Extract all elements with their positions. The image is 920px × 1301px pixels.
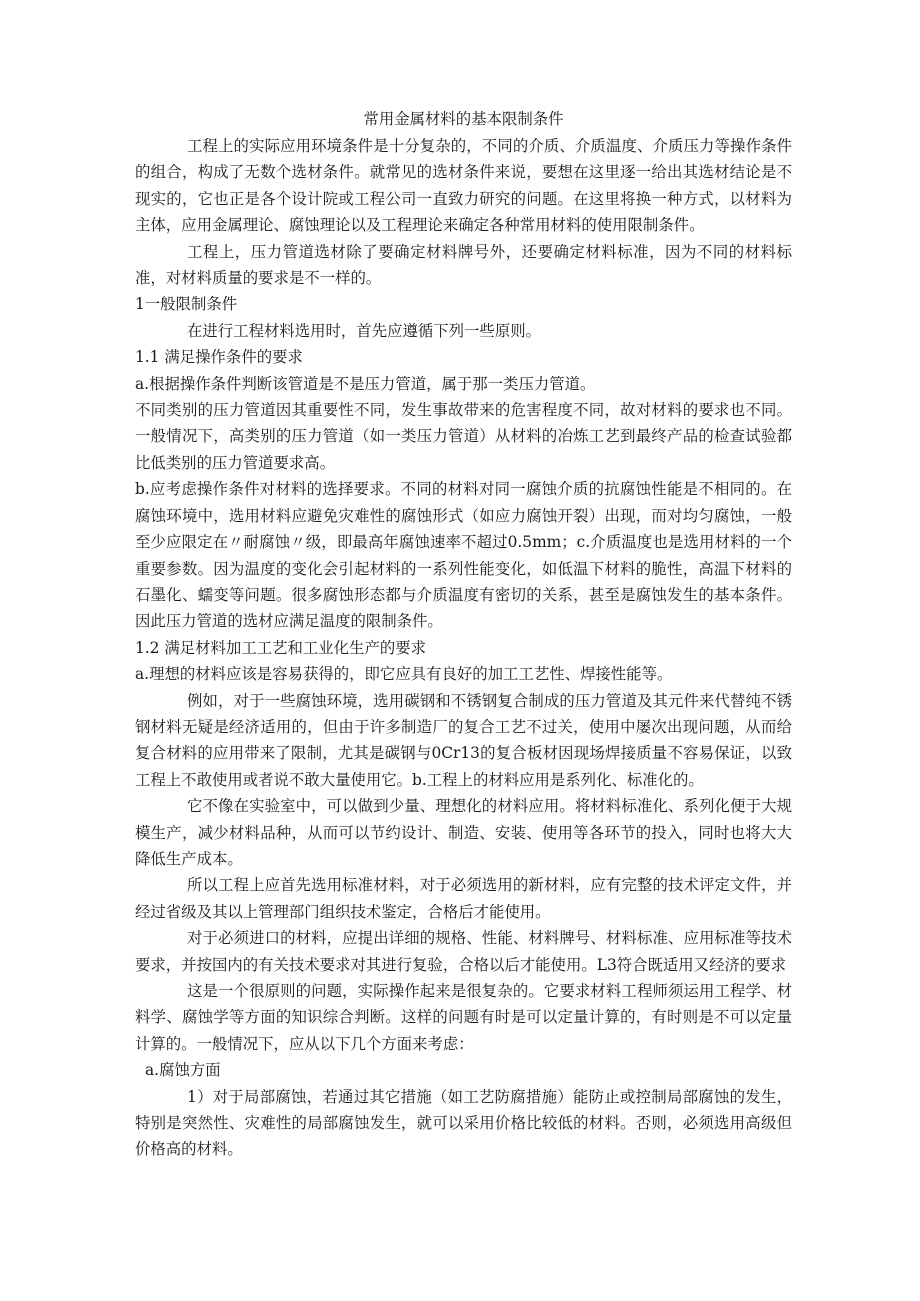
item-a-pressure-pipe: a.根据操作条件判断该管道是不是压力管道，属于那一类压力管道。 bbox=[135, 374, 596, 393]
paragraph-standards: 工程上，压力管道选材除了要确定材料牌号外，还要确定材料标准，因为不同的材料标准，对材料质量的要求是不一样的。 bbox=[135, 242, 792, 288]
section-heading-1-1: 1.1 满足操作条件的要求 bbox=[135, 348, 303, 367]
item-b-c-operating-conditions: b.应考虑操作条件对材料的选择要求。不同的材料对同一腐蚀介质的抗腐蚀性能是不相同的。在腐蚀环境中，选用材料应避免灾难性的腐蚀形式（如应力腐蚀开裂）出现，而对均匀腐蚀，一般至少应限定在〃耐腐蚀〃级，即最高年腐蚀速率不超过0.5mm；c.介质温度也是选用材料的一个重要参数。因为温度的变化会引起材料的一系列性能变化，如低温下材料的脆性，高温下材料的石墨化、蠕变等问题。很多腐蚀形态都与介质温度有密切的关系，甚至是腐蚀发生的基本条件。因此压力管道的选材应满足温度的限制条件。 bbox=[135, 480, 792, 631]
paragraph-local-corrosion: 1）对于局部腐蚀，若通过其它措施（如工艺防腐措施）能防止或控制局部腐蚀的发生，特别是突然性、灾难性的局部腐蚀发生，就可以采用价格比较低的材料。否则，必须选用高级但价格高的材料。 bbox=[135, 1087, 792, 1159]
paragraph-example-composite: 例如，对于一些腐蚀环境，选用碳钢和不锈钢复合制成的压力管道及其元件来代替纯不锈钢材料无疑是经济适用的，但由于许多制造厂的复合工艺不过关，使用中屡次出现问题，从而给复合材料的应用带来了限制，尤其是碳钢与0Cr13的复合板材因现场焊接质量不容易保证，以致工程上不敢使用或者说不敢大量使用它。b.工程上的材料应用是系列化、标准化的。 bbox=[135, 691, 792, 789]
paragraph-imported-materials: 对于必须进口的材料，应提出详细的规格、性能、材料牌号、材料标准、应用标准等技术要求，并按国内的有关技术要求对其进行复验，合格以后才能使用。L3符合既适用又经济的要求 bbox=[135, 929, 792, 974]
item-a-ideal-material: a.理想的材料应该是容易获得的，即它应具有良好的加工工艺性、焊接性能等。 bbox=[135, 665, 673, 684]
section-heading-1: 1一般限制条件 bbox=[135, 295, 238, 314]
paragraph-intro: 工程上的实际应用环境条件是十分复杂的，不同的介质、介质温度、介质压力等操作条件的组合，构成了无数个选材条件。就常见的选材条件来说，要想在这里逐一给出其选材结论是不现实的，它也正是各个设计院或工程公司一直致力研究的问题。在这里将换一种方式，以材料为主体，应用金属理论、腐蚀理论以及工程理论来确定各种常用材料的使用限制条件。 bbox=[135, 137, 792, 235]
document-title: 常用金属材料的基本限制条件 bbox=[363, 110, 564, 128]
document-page bbox=[135, 106, 792, 1163]
paragraph-pipe-categories: 不同类别的压力管道因其重要性不同，发生事故带来的危害程度不同，故对材料的要求也不同。一般情况下，高类别的压力管道（如一类压力管道）从材料的冶炼工艺到最终产品的检查试验都比低类别的压力管道要求高。 bbox=[135, 401, 792, 472]
paragraph-standard-materials: 所以工程上应首先选用标准材料，对于必须选用的新材料，应有完整的技术评定文件，并经过省级及其以上管理部门组织技术鉴定，合格后才能使用。 bbox=[135, 876, 792, 921]
subheading-corrosion: a.腐蚀方面 bbox=[145, 1061, 221, 1080]
paragraph-principle-complexity: 这是一个很原则的问题，实际操作起来是很复杂的。它要求材料工程师须运用工程学、材料学、腐蚀学等方面的知识综合判断。这样的问题有时是可以定量计算的，有时则是不可以定量计算的。一般情况下，应从以下几个方面来考虑： bbox=[135, 982, 792, 1053]
section-heading-1-2: 1.2 满足材料加工工艺和工业化生产的要求 bbox=[135, 638, 427, 657]
paragraph-standardization: 它不像在实验室中，可以做到少量、理想化的材料应用。将材料标准化、系列化便于大规模生产，减少材料品种，从而可以节约设计、制造、安装、使用等各环节的投入，同时也将大大降低生产成本。 bbox=[135, 797, 792, 868]
paragraph-principles: 在进行工程材料选用时，首先应遵循下列一些原则。 bbox=[187, 321, 541, 340]
